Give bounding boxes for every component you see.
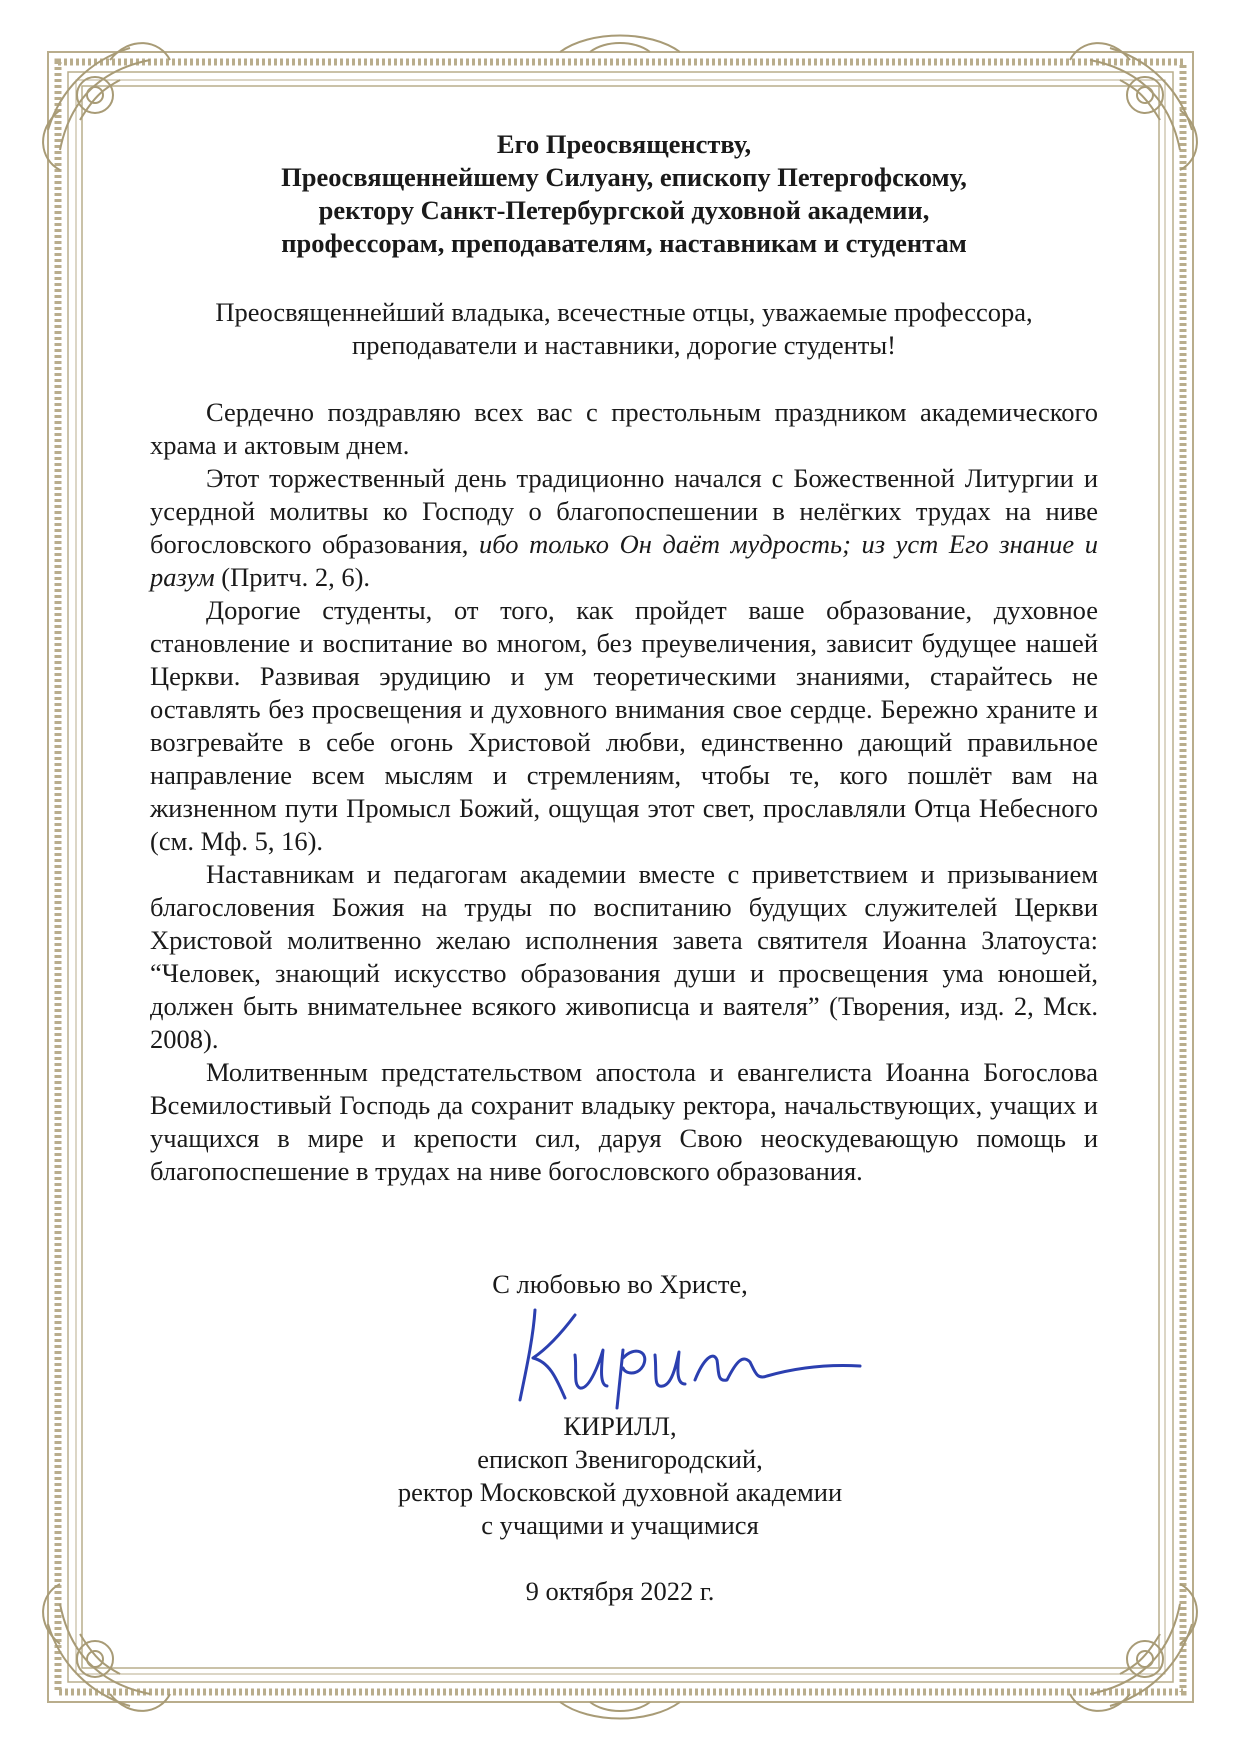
paragraph-5: Молитвенным предстательством апостола и евангелиста Иоанна Богослова Всемилостивый Господь да сохранит владыку ректора, начальствующих, учащих и учащихся в мире и крепости сил, даруя Свою неоскудевающую помощь и благопоспешение в трудах на ниве богословского образования. <box>150 1057 1098 1186</box>
letter-date: 9 октября 2022 г. <box>525 1576 715 1606</box>
paragraph-2-text: Этот торжественный день традиционно начался с Божественной Литургии и усердной молитвы ко Господу о благопоспешении в нелёгких трудах на ниве богословского образования, <box>150 463 1098 559</box>
scripture-reference: (Притч. 2, 6). <box>214 562 371 592</box>
paragraph-2 <box>150 462 1098 594</box>
handwritten-signature <box>505 1300 865 1410</box>
address-line: Преосвященнейшему Силуану, епископу Петергофскому, <box>281 162 967 192</box>
paragraph-4: Наставникам и педагогам академии вместе с приветствием и призыванием благословения Божия на труды по воспитанию будущих служителей Церкви Христовой молитвенно желаю исполнения завета святителя Иоанна Златоуста: “Человек, знающий искусство образования души и просвещения ума юношей, должен быть внимательнее всякого живописца и ваятеля” (Творения, изд. 2, Мск. 2008). <box>150 859 1098 1054</box>
signer-position: ректор Московской духовной академии <box>397 1477 843 1507</box>
signer-name: КИРИЛЛ, <box>563 1411 677 1441</box>
bottom-center-ornament <box>560 1702 680 1719</box>
paragraph-3: Дорогие студенты, от того, как пройдет ваше образование, духовное становление и воспитание во многом, без преувеличения, зависит будущее нашей Церкви. Развивая эрудицию и ум теоретическими знаниями, старайтесь не оставлять без просвещения и духовного внимания свое сердце. Бережно храните и возгревайте в себе огонь Христовой любви, единственно дающий правильное направление всем мыслям и стремлениям, чтобы те, кого пошлёт вам на жизненном пути Промысл Божий, ощущая этот свет, прославляли Отца Небесного (см. Мф. 5, 16). <box>150 595 1098 856</box>
closing: С любовью во Христе, <box>492 1269 748 1299</box>
scripture-quote: ибо только Он даёт мудрость; из уст Его знание и разум <box>150 529 1098 592</box>
address-line: ректору Санкт-Петербургской духовной академии, <box>318 195 930 225</box>
address-line: Его Преосвященству, <box>496 129 752 159</box>
salutation <box>150 296 1098 362</box>
signer-block <box>300 1410 940 1542</box>
address-line: профессорам, преподавателям, наставникам и студентам <box>281 228 967 258</box>
top-center-ornament <box>560 36 680 53</box>
salutation-line: Преосвященнейший владыка, всечестные отцы, уважаемые профессора, <box>215 297 1033 327</box>
salutation-line: преподаватели и наставники, дорогие студенты! <box>352 330 896 360</box>
address-block <box>150 128 1098 260</box>
signer-title: епископ Звенигородский, <box>477 1444 763 1474</box>
paragraph-1: Сердечно поздравляю всех вас с престольным праздником академического храма и актовым днем. <box>150 397 1098 460</box>
letter-body <box>150 396 1098 1188</box>
signer-with: с учащими и учащимися <box>481 1510 759 1540</box>
